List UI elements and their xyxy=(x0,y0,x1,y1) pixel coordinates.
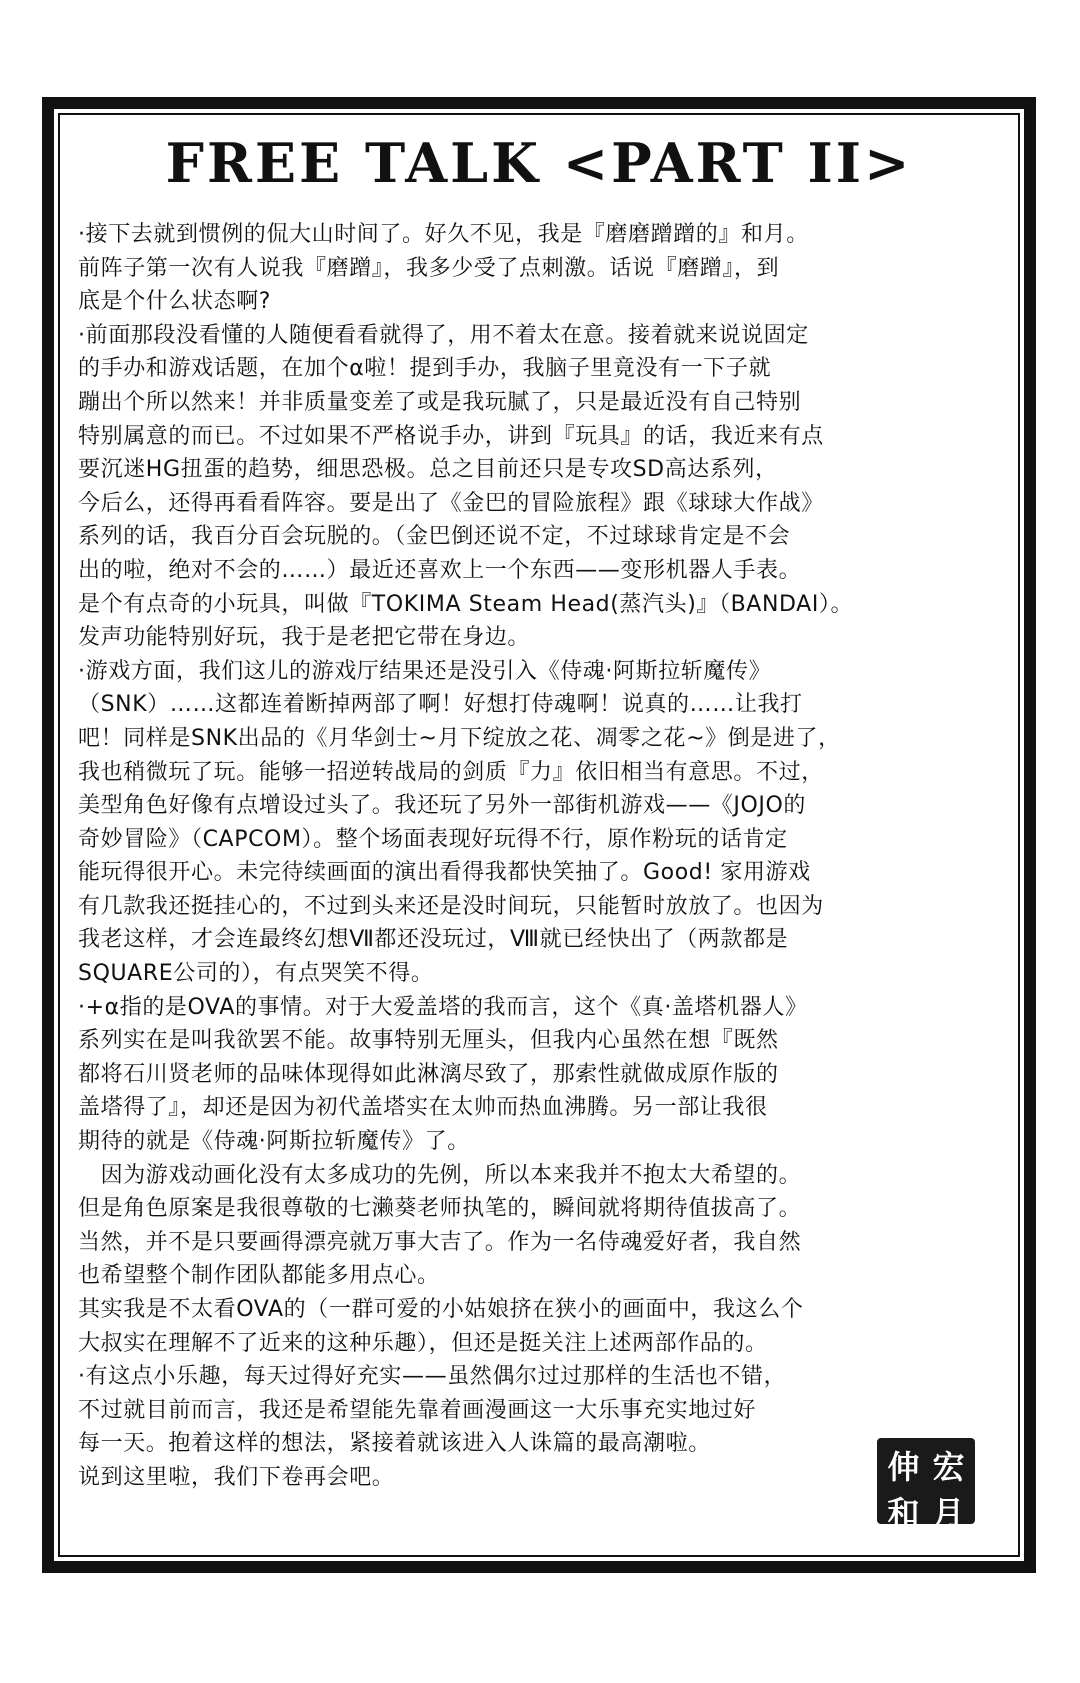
text-line: 系列的话，我百分百会玩脱的。（金巴倒还说不定，不过球球肯定是不会 xyxy=(78,524,791,550)
text-line: 美型角色好像有点增设过头了。我还玩了另外一部街机游戏——《JOJO的 xyxy=(78,793,807,819)
text-line: 的手办和游戏话题，在加个α啦！提到手办，我脑子里竟没有一下子就 xyxy=(78,356,772,382)
text-line: 特别属意的而已。不过如果不严格说手办，讲到『玩具』的话，我近来有点 xyxy=(78,423,824,449)
text-line: 出的啦，绝对不会的……）最近还喜欢上一个东西——变形机器人手表。 xyxy=(78,557,802,583)
text-line: 说到这里啦，我们下卷再会吧。 xyxy=(78,1464,395,1490)
text-line: 但是角色原案是我很尊敬的七濑葵老师执笔的，瞬间就将期待值拔高了。 xyxy=(78,1196,802,1222)
text-line: 都将石川贤老师的品味体现得如此淋漓尽致了，那索性就做成原作版的 xyxy=(78,1061,779,1087)
text-line: 当然，并不是只要画得漂亮就万事大吉了。作为一名侍魂爱好者，我自然 xyxy=(78,1229,802,1255)
text-line: 有几款我还挺挂心的，不过到头来还是没时间玩，只能暂时放放了。也因为 xyxy=(78,893,824,919)
text-line: 不过就目前而言，我还是希望能先靠着画漫画这一大乐事充实地过好 xyxy=(78,1397,757,1423)
text-line: 前阵子第一次有人说我『磨蹭』，我多少受了点刺激。话说『磨蹭』，到 xyxy=(78,255,780,281)
text-line: 是个有点奇的小玩具，叫做『TOKIMA Steam Head(蒸汽头)』（BANDAI）。 xyxy=(78,591,854,617)
text-line: 也希望整个制作团队都能多用点心。 xyxy=(78,1263,440,1289)
text-line: 大叔实在理解不了近来的这种乐趣），但还是挺关注上述两部作品的。 xyxy=(78,1330,768,1356)
seal-char: 和 xyxy=(887,1494,920,1532)
text-line: ·接下去就到惯例的侃大山时间了。好久不见，我是『磨磨蹭蹭的』和月。 xyxy=(78,222,809,247)
text-line: 因为游戏动画化没有太多成功的先例，所以本来我并不抱太大希望的。 xyxy=(78,1162,802,1188)
text-line: 其实我是不太看OVA的（一群可爱的小姑娘挤在狭小的画面中，我这么个 xyxy=(78,1297,804,1322)
text-line: ·有这点小乐趣，每天过得好充实——虽然偶尔过过那样的生活也不错， xyxy=(78,1364,787,1390)
text-line: （SNK）……这都连着断掉两部了啊！好想打侍魂啊！说真的……让我打 xyxy=(78,692,803,718)
text-line: 今后么，还得再看看阵容。要是出了《金巴的冒险旅程》跟《球球大作战》 xyxy=(78,490,824,516)
text-line: 我老这样，才会连最终幻想Ⅶ都还没玩过，Ⅷ就已经快出了（两款都是 xyxy=(78,927,789,953)
text-line: ·+α指的是OVA的事情。对于大爱盖塔的我而言，这个《真·盖塔机器人》 xyxy=(78,994,808,1020)
text-line: ·游戏方面，我们这儿的游戏厅结果还是没引入《侍魂·阿斯拉斩魔传》 xyxy=(78,658,772,684)
text-line: 期待的就是《侍魂·阿斯拉斩魔传》了。 xyxy=(78,1129,470,1155)
text-line: SQUARE公司的），有点哭笑不得。 xyxy=(78,961,434,987)
seal-char: 月 xyxy=(932,1494,965,1532)
text-line: 底是个什么状态啊? xyxy=(78,289,272,315)
text-line: 每一天。抱着这样的想法，紧接着就该进入人诛篇的最高潮啦。 xyxy=(78,1431,711,1457)
text-line: 盖塔得了』，却还是因为初代盖塔实在太帅而热血沸腾。另一部让我很 xyxy=(78,1095,768,1121)
seal-char: 伸 xyxy=(887,1448,920,1486)
text-line: 发声功能特别好玩，我于是老把它带在身边。 xyxy=(78,625,531,651)
text-line: 能玩得很开心。未完待续画面的演出看得我都快笑抽了。Good! 家用游戏 xyxy=(78,860,811,886)
text-line: 我也稍微玩了玩。能够一招逆转战局的剑质『力』依旧相当有意思。不过， xyxy=(78,759,824,785)
text-line: 要沉迷HG扭蛋的趋势，细思恐极。总之目前还只是专攻SD高达系列， xyxy=(78,457,778,483)
author-seal-stamp xyxy=(877,1438,975,1532)
page-title: FREE TALK <PART II> xyxy=(165,131,913,195)
seal-char: 宏 xyxy=(932,1448,965,1486)
text-line: ·前面那段没看懂的人随便看看就得了，用不着太在意。接着就来说说固定 xyxy=(78,322,809,348)
text-line: 吧！同样是SNK出品的《月华剑士~月下绽放之花、凋零之花~》倒是进了， xyxy=(78,725,841,751)
text-line: 奇妙冒险》（CAPCOM）。整个场面表现好玩得不行，原作粉玩的话肯定 xyxy=(78,826,788,852)
free-talk-body xyxy=(78,218,1008,1495)
text-line: 蹦出个所以然来！并非质量变差了或是我玩腻了，只是最近没有自己特别 xyxy=(78,389,802,415)
text-line: 系列实在是叫我欲罢不能。故事特别无厘头，但我内心虽然在想『既然 xyxy=(78,1028,779,1054)
